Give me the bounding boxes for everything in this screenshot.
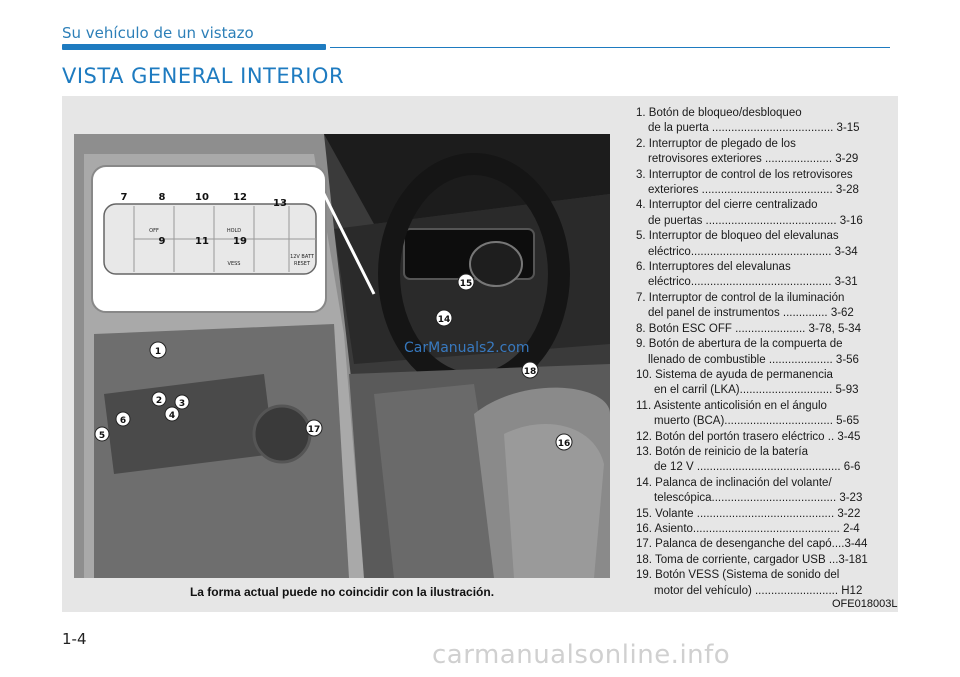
callout-12 (233, 192, 247, 203)
svg-text:8: 8 (158, 192, 166, 203)
svg-text:12: 12 (233, 192, 247, 203)
legend-item: 6. Interruptores del elevalunas (636, 261, 791, 274)
svg-text:17: 17 (307, 425, 321, 435)
callout-16 (556, 434, 572, 450)
switch-label-reset: RESET (293, 261, 311, 267)
legend-item: 10. Sistema de ayuda de permanencia (636, 368, 833, 381)
page-title: VISTA GENERAL INTERIOR (62, 64, 345, 88)
svg-text:16: 16 (557, 439, 571, 449)
svg-text:2: 2 (155, 396, 163, 406)
svg-text:4: 4 (168, 411, 176, 421)
legend-item: eléctrico............................................ 3-34 (648, 245, 858, 258)
legend-item: 1. Botón de bloqueo/desbloqueo (636, 107, 802, 119)
svg-text:13: 13 (273, 198, 287, 209)
callout-18 (522, 362, 538, 378)
svg-text:19: 19 (233, 236, 247, 247)
legend-item: retrovisores exteriores ..................... 3-29 (648, 153, 859, 166)
svg-text:3: 3 (178, 399, 186, 409)
legend-item: llenado de combustible .................... 3-56 (648, 353, 859, 366)
legend-item: en el carril (LKA)............................. 5-93 (654, 384, 859, 397)
legend-item: 3. Interruptor de control de los retrovisores (636, 168, 853, 181)
svg-text:7: 7 (120, 192, 128, 203)
legend-item: 11. Asistente anticolisión en el ángulo (636, 399, 827, 412)
svg-text:5: 5 (98, 431, 106, 441)
legend-item: 14. Palanca de inclinación del volante/ (636, 476, 832, 489)
callout-7 (121, 192, 128, 203)
svg-text:18: 18 (523, 367, 537, 377)
legend-item: 2. Interruptor de plegado de los (636, 137, 796, 150)
legend-item: 13. Botón de reinicio de la batería (636, 445, 808, 458)
legend-item: de la puerta ...................................... 3-15 (648, 122, 860, 135)
legend-item: de puertas ......................................... 3-16 (648, 214, 863, 227)
legend-item: 16. Asiento.............................................. 2-4 (636, 522, 860, 535)
callout-3 (175, 395, 189, 409)
figure-caption: La forma actual puede no coincidir con la ilustración. (189, 585, 495, 599)
legend-item: 12. Botón del portón trasero eléctrico .. 3-45 (636, 430, 861, 443)
watermark[interactable]: carmanualsonline.info (432, 640, 731, 670)
legend-item: telescópica....................................... 3-23 (654, 492, 863, 505)
legend-item: 5. Interruptor de bloqueo del elevalunas (636, 230, 839, 243)
callout-10 (195, 192, 209, 203)
callout-11 (195, 236, 209, 247)
svg-text:9: 9 (158, 236, 166, 247)
legend-item: 7. Interruptor de control de la iluminación (636, 291, 845, 304)
svg-text:10: 10 (195, 192, 209, 203)
callout-13 (273, 198, 287, 209)
legend-item: 9. Botón de abertura de la compuerta de (636, 338, 843, 351)
svg-text:1: 1 (154, 347, 162, 357)
callout-15 (458, 274, 474, 290)
switch-label-12v-batt: 12V BATT (290, 254, 314, 260)
legend-item: muerto (BCA).................................. 5-65 (654, 415, 860, 428)
figure-code: OFE018003L (832, 598, 898, 610)
switch-label-off: OFF (149, 228, 159, 234)
page-number: 1-4 (62, 630, 87, 648)
interior-illustration (74, 134, 610, 578)
switch-label-hold: HOLD (226, 228, 242, 234)
callout-8 (159, 192, 166, 203)
legend-item: eléctrico............................................ 3-31 (648, 276, 858, 289)
callout-5 (95, 427, 109, 441)
legend-item: 19. Botón VESS (Sistema de sonido del (636, 569, 840, 582)
callout-1 (150, 342, 166, 358)
watermark-mid: CarManuals2.com (404, 340, 530, 356)
callout-9 (159, 236, 166, 247)
callout-19 (233, 236, 247, 247)
legend-list (636, 106, 894, 599)
legend-item: motor del vehículo) .......................... H12 (654, 584, 863, 597)
callout-17 (306, 420, 322, 436)
legend-item: 17. Palanca de desenganche del capó....3-44 (636, 538, 868, 551)
header-rule (330, 47, 890, 48)
callout-14 (436, 310, 452, 326)
legend-item: 8. Botón ESC OFF ...................... 3-78, 5-34 (636, 322, 861, 335)
switch-label-vess: VESS (227, 261, 241, 267)
svg-text:6: 6 (119, 416, 127, 426)
legend-item: del panel de instrumentos .............. 3-62 (648, 307, 854, 320)
legend-item: 4. Interruptor del cierre centralizado (636, 199, 818, 212)
callout-2 (152, 392, 166, 406)
section-header: Su vehículo de un vistazo (62, 24, 254, 42)
svg-text:15: 15 (459, 279, 473, 289)
legend-item: 18. Toma de corriente, cargador USB ...3-181 (636, 553, 868, 566)
callout-4 (165, 407, 179, 421)
svg-text:14: 14 (437, 315, 451, 325)
legend-item: de 12 V ............................................. 6-6 (654, 461, 861, 474)
legend-item: 15. Volante ........................................... 3-22 (636, 507, 861, 520)
header-rule-accent (62, 44, 326, 50)
svg-text:11: 11 (195, 236, 209, 247)
callout-6 (116, 412, 130, 426)
legend-item: exteriores ......................................... 3-28 (648, 184, 859, 197)
